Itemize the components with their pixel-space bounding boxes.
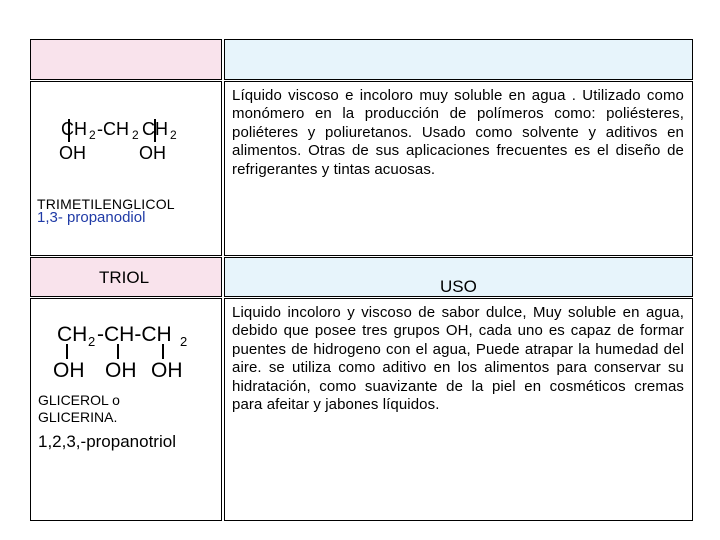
common-name-glycerol: GLICEROL o (38, 392, 120, 408)
glycerol-use-cell (224, 298, 693, 521)
structure1-ch2-a: CH (61, 119, 87, 139)
propanediol-use-text: Líquido viscoso e incoloro muy soluble en agua . Utilizado como monómero en la producción de polímeros como: poliésteres, poliéteres y poliuretanos. Usado como solvente y aditivos en alimentos. Otras de sus aplicaciones frecuentes es el diseño de refrigerantes y tintas acuosas. (232, 87, 684, 178)
structure1-sub-c: 2 (170, 128, 177, 142)
structure1-oh-left: OH (59, 143, 86, 163)
structure1-sub-b: 2 (132, 128, 139, 142)
propanediol-use-cell (224, 81, 693, 256)
structure1-ch2-b: -CH (97, 119, 129, 139)
glycerol-cell (30, 298, 222, 521)
glycerol-use-text: Liquido incoloro y viscoso de sabor dulce, Muy soluble en agua, debido que posee tres grupos OH, cada uno es capaz de formar puentes de hidrogeno con el agua, Puede atrapar la humedad del aire. se utiliza como aditivo en los alimentos para conservar su hidratación, como suavizante de la piel en cosméticos cremas para afeitar y jabones líquidos. (232, 304, 684, 414)
iupac-name-propanetriol: 1,2,3,-propanotriol (38, 432, 176, 451)
common-name-trimethylene-glycol: TRIMETILENGLICOL (37, 196, 175, 212)
uso-header-cell (224, 257, 693, 297)
triol-header-cell (30, 257, 222, 297)
glycerol-structure (53, 317, 203, 377)
header-left-cell (30, 39, 222, 80)
structure2-sub-c: 2 (180, 334, 188, 349)
uso-header-label: USO (440, 277, 477, 296)
common-name-glycerin: GLICERINA. (38, 409, 118, 425)
structure2-ch2-a: CH (57, 323, 88, 346)
header-right-cell (224, 39, 693, 80)
structure1-ch2-c: CH (142, 119, 168, 139)
structure1-oh-right: OH (139, 143, 166, 163)
structure2-oh-2: OH (105, 359, 137, 377)
structure2-sub-a: 2 (88, 334, 96, 349)
structure2-ch: -CH-CH (97, 323, 172, 346)
triol-header-label: TRIOL (99, 268, 150, 287)
iupac-name-propanediol: 1,3- propanodiol (37, 209, 146, 226)
structure2-oh-1: OH (53, 359, 85, 377)
structure2-oh-3: OH (151, 359, 183, 377)
trimethylene-glycol-cell (30, 81, 222, 256)
trimethylene-glycol-structure (53, 114, 183, 169)
structure1-sub-a: 2 (89, 128, 96, 142)
